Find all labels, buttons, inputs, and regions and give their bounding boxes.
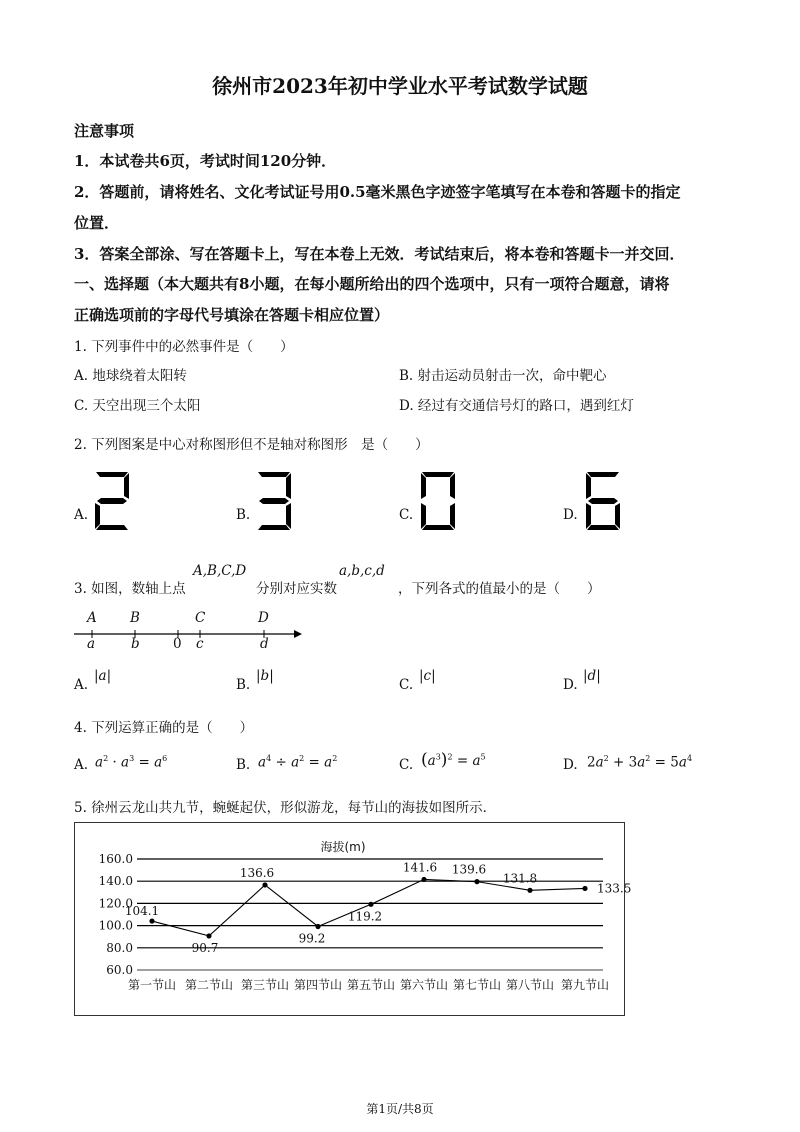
data-point xyxy=(206,933,211,938)
data-point xyxy=(421,877,426,882)
data-point xyxy=(315,924,320,929)
q4-stem: 4. 下列运算正确的是（ ） xyxy=(74,720,254,736)
q3-label-d: D. xyxy=(563,677,578,693)
q2-figure-digit-0 xyxy=(418,470,458,532)
q4-option-b-formula: $a^4 \div a^2 = a^2$ xyxy=(258,754,338,771)
altitude-chart-frame xyxy=(74,822,632,1016)
q4-label-b: B. xyxy=(236,757,251,773)
page-footer: 第1页/共8页 xyxy=(366,1102,434,1116)
q3-option-d: |d| xyxy=(583,668,601,684)
axis-value-d: d xyxy=(260,636,269,652)
data-label: 99.2 xyxy=(298,931,326,946)
q2-stem: 2. 下列图案是中心对称图形但不是轴对称图形 是（ ） xyxy=(74,437,429,453)
q3-label-a: A. xyxy=(74,677,89,693)
q1-stem: 1. 下列事件中的必然事件是（ ） xyxy=(74,339,294,355)
data-label: 141.6 xyxy=(402,860,438,875)
q2-label-c: C. xyxy=(399,507,414,523)
axis-value-a: a xyxy=(87,636,96,652)
q2-label-a: A. xyxy=(74,507,89,523)
axis-label-D: D xyxy=(258,610,269,626)
y-tick-label: 100.0 xyxy=(98,918,133,933)
data-label: 139.6 xyxy=(451,862,487,877)
axis-label-B: B xyxy=(130,610,140,626)
q3-reals: a,b,c,d xyxy=(339,563,385,579)
q2-label-b: B. xyxy=(236,507,251,523)
data-label: 90.7 xyxy=(191,940,219,955)
data-point xyxy=(262,882,267,887)
y-tick-label: 80.0 xyxy=(106,940,133,955)
q3-number-line xyxy=(72,608,304,662)
data-label: 131.8 xyxy=(502,871,538,886)
data-label: 133.5 xyxy=(597,881,632,896)
y-tick-label: 60.0 xyxy=(106,963,133,977)
q3-stem-pre: 3. 如图，数轴上点 xyxy=(74,581,186,597)
q2-label-d: D. xyxy=(563,507,578,523)
axis-label-A: A xyxy=(87,610,97,626)
q4-label-a: A. xyxy=(74,757,89,773)
x-category-label: 第六节山 xyxy=(399,978,449,992)
data-point xyxy=(582,886,587,891)
q3-points: A,B,C,D xyxy=(193,563,247,579)
data-point xyxy=(474,879,479,884)
q4-option-d-formula: $2a^2 + 3a^2 = 5a^4$ xyxy=(587,754,693,771)
q3-stem-post: ，下列各式的值最小的是（ ） xyxy=(398,581,601,597)
notice-item-3: 3．答案全部涂、写在答题卡上，写在本卷上无效．考试结束后，将本卷和答题卡一并交回． xyxy=(74,245,685,263)
x-category-label: 第五节山 xyxy=(346,978,396,992)
q2-figure-digit-2 xyxy=(92,470,132,532)
x-category-label: 第一节山 xyxy=(127,978,177,992)
q3-option-b: |b| xyxy=(256,668,274,684)
data-point xyxy=(149,918,154,923)
q2-figure-digit-3 xyxy=(254,470,294,532)
q1-option-a: A. 地球绕着太阳转 xyxy=(74,368,187,384)
notice-heading: 注意事项 xyxy=(74,122,135,140)
axis-value-b: b xyxy=(131,636,140,652)
axis-value-zero: 0 xyxy=(173,636,182,652)
data-label: 136.6 xyxy=(239,865,275,880)
data-label: 119.2 xyxy=(347,909,383,924)
x-category-label: 第七节山 xyxy=(452,978,502,992)
notice-item-2: 2．答题前，请将姓名、文化考试证号用0.5毫米黑色字迹签字笔填写在本卷和答题卡的指定 xyxy=(74,183,681,201)
notice-item-1: 1．本试卷共6页，考试时间120分钟． xyxy=(74,152,337,170)
q4-option-c-formula: $(a^3)^2 = a^5$ xyxy=(421,750,486,770)
q1-option-d: D. 经过有交通信号灯的路口，遇到红灯 xyxy=(399,398,634,414)
q2-figure-digit-6 xyxy=(583,470,623,532)
altitude-series-line xyxy=(152,879,585,935)
chart-title: 海拔(m) xyxy=(320,840,366,854)
q3-label-b: B. xyxy=(236,677,251,693)
q4-label-d: D. xyxy=(563,757,578,773)
q3-stem-mid: 分别对应实数 xyxy=(256,581,337,597)
section-heading-line1: 一、选择题（本大题共有8小题，在每小题所给出的四个选项中，只有一项符合题意，请将 xyxy=(74,275,670,293)
q4-label-c: C. xyxy=(399,757,414,773)
x-category-label: 第八节山 xyxy=(505,978,555,992)
x-category-label: 第四节山 xyxy=(293,978,343,992)
x-category-label: 第二节山 xyxy=(184,978,234,992)
y-tick-label: 120.0 xyxy=(98,896,133,911)
x-category-label: 第九节山 xyxy=(560,978,610,992)
y-tick-label: 160.0 xyxy=(98,852,133,866)
data-label: 104.1 xyxy=(124,904,160,919)
y-tick-label: 140.0 xyxy=(98,874,133,889)
x-category-label: 第三节山 xyxy=(240,978,290,992)
exam-title: 徐州市2023年初中学业水平考试数学试题 xyxy=(212,74,588,98)
q3-option-a: |a| xyxy=(94,668,112,684)
section-heading-line2: 正确选项前的字母代号填涂在答题卡相应位置） xyxy=(74,306,390,324)
axis-value-c: c xyxy=(196,636,204,652)
q5-stem: 5. 徐州云龙山共九节，蜿蜒起伏，形似游龙，每节山的海拔如图所示． xyxy=(74,800,497,816)
q1-option-c: C. 天空出现三个太阳 xyxy=(74,398,201,414)
data-point xyxy=(527,888,532,893)
q3-option-c: |c| xyxy=(419,668,436,684)
data-point xyxy=(368,902,373,907)
altitude-line-chart xyxy=(75,823,632,1015)
q4-option-a-formula: $a^2 \cdot a^3 = a^6$ xyxy=(95,754,168,771)
axis-label-C: C xyxy=(195,610,206,626)
notice-item-2-cont: 位置． xyxy=(74,214,120,232)
q1-option-b: B. 射击运动员射击一次，命中靶心 xyxy=(399,368,607,384)
q3-label-c: C. xyxy=(399,677,414,693)
